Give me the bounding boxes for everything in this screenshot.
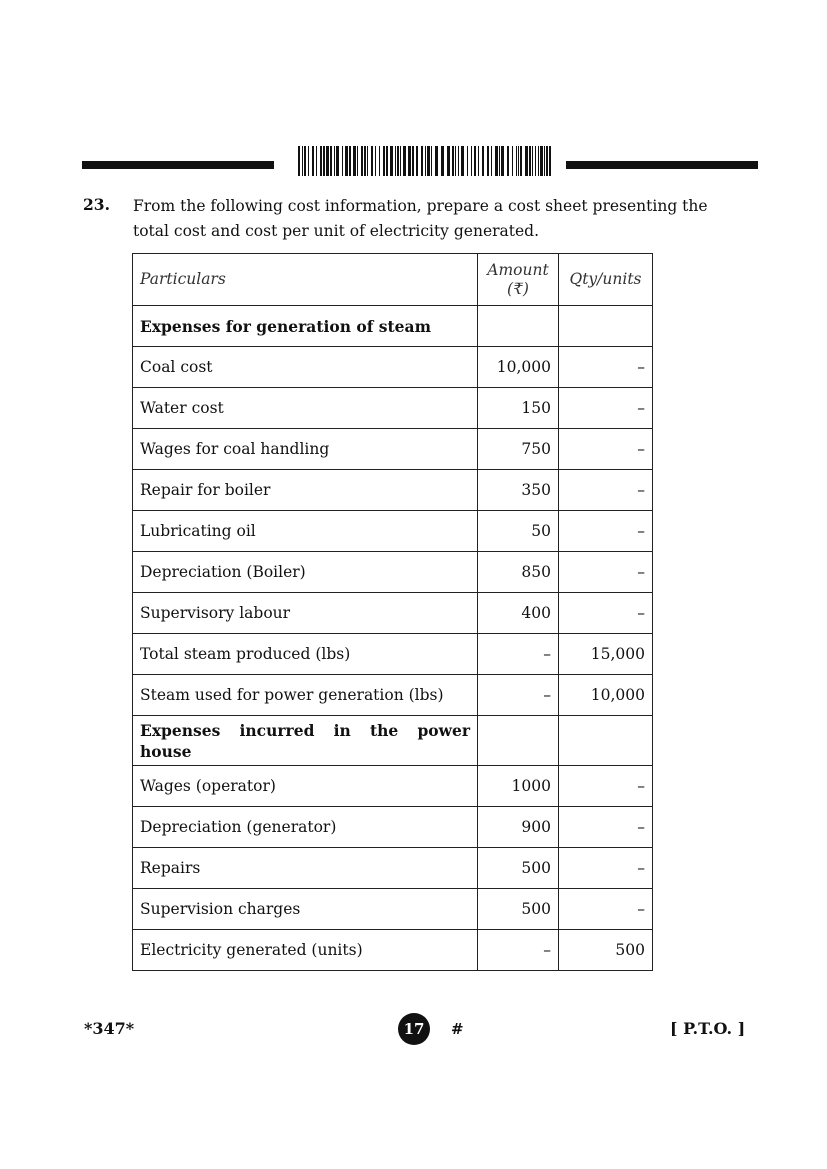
row-particular: Wages (operator) (133, 766, 478, 807)
barcode-bar (478, 146, 479, 176)
barcode-bar (383, 146, 385, 176)
barcode-bar (427, 146, 430, 176)
table-row (133, 807, 653, 848)
row-amount: – (478, 930, 559, 971)
row-particular: Total steam produced (lbs) (133, 634, 478, 675)
barcode-bar (349, 146, 351, 176)
barcode-bar (357, 146, 358, 176)
row-qty: – (559, 889, 653, 930)
row-qty: – (559, 470, 653, 511)
barcode-bar (425, 146, 426, 176)
question-text: From the following cost information, prepare a cost sheet presenting the total cost and cost per unit of electricity generated. (133, 197, 708, 240)
row-qty: – (559, 429, 653, 470)
row-qty: – (559, 511, 653, 552)
row-amount: 900 (478, 807, 559, 848)
barcode-bar (320, 146, 322, 176)
row-amount: 750 (478, 429, 559, 470)
barcode-bar (323, 146, 325, 176)
barcode-bar (316, 146, 317, 176)
pto-label: [ P.T.O. ] (670, 1019, 746, 1038)
barcode-bar (408, 146, 411, 176)
row-amount (478, 716, 559, 766)
barcode-bar (532, 146, 533, 176)
header-rule-left (82, 161, 274, 169)
row-particular: Supervisory labour (133, 593, 478, 634)
barcode-bar (520, 146, 522, 176)
row-amount: – (478, 675, 559, 716)
barcode-bar (367, 146, 368, 176)
table-row-section (133, 306, 653, 347)
barcode-bar (390, 146, 393, 176)
table-row (133, 552, 653, 593)
row-amount: 10,000 (478, 347, 559, 388)
barcode-bar (495, 146, 498, 176)
table-header-row (133, 254, 653, 306)
row-particular: Steam used for power generation (lbs) (133, 675, 478, 716)
barcode-bar (471, 146, 472, 176)
barcode-image (298, 146, 554, 176)
barcode-bar (549, 146, 551, 176)
barcode-bar (371, 146, 373, 176)
barcode-bar (491, 146, 492, 176)
barcode-bar (361, 146, 363, 176)
barcode-bar (336, 146, 339, 176)
barcode-bar (540, 146, 543, 176)
barcode-bar (400, 146, 401, 176)
barcode-bar (308, 146, 309, 176)
barcode-bar (458, 146, 459, 176)
barcode-bar (403, 146, 406, 176)
row-qty: – (559, 347, 653, 388)
row-amount: 400 (478, 593, 559, 634)
table-row (133, 511, 653, 552)
barcode-bar (435, 146, 438, 176)
barcode-bar (342, 146, 343, 176)
barcode-bar (482, 146, 484, 176)
barcode-bar (516, 146, 517, 176)
row-amount: – (478, 634, 559, 675)
barcode-bar (397, 146, 399, 176)
header-amount-unit: (₹) (507, 279, 529, 298)
row-qty: 15,000 (559, 634, 653, 675)
table-row (133, 848, 653, 889)
barcode-bar (395, 146, 396, 176)
barcode-bar (512, 146, 513, 176)
barcode-bar (375, 146, 376, 176)
header-rule-right (566, 161, 758, 169)
barcode-bar (412, 146, 414, 176)
barcode-bar (416, 146, 418, 176)
row-particular: Repairs (133, 848, 478, 889)
row-amount: 850 (478, 552, 559, 593)
row-amount (478, 306, 559, 347)
barcode-bar (334, 146, 335, 176)
row-qty (559, 306, 653, 347)
barcode-bar (421, 146, 423, 176)
barcode-bar (525, 146, 528, 176)
page-number-badge: 17 (398, 1013, 430, 1045)
barcode-bar (467, 146, 468, 176)
row-amount: 500 (478, 848, 559, 889)
table-row (133, 388, 653, 429)
barcode-bar (353, 146, 356, 176)
barcode-bar (501, 146, 504, 176)
row-qty: 10,000 (559, 675, 653, 716)
barcode-bar (452, 146, 454, 176)
barcode-bar (386, 146, 388, 176)
row-qty: – (559, 848, 653, 889)
table-row (133, 593, 653, 634)
table-row-section (133, 716, 653, 766)
table-row (133, 429, 653, 470)
row-particular: Expenses for generation of steam (133, 306, 478, 347)
table-row (133, 347, 653, 388)
row-particular: Water cost (133, 388, 478, 429)
row-qty: – (559, 388, 653, 429)
barcode-bar (326, 146, 329, 176)
table-row (133, 889, 653, 930)
row-amount: 350 (478, 470, 559, 511)
table-row (133, 634, 653, 675)
row-particular: Lubricating oil (133, 511, 478, 552)
barcode-bar (330, 146, 332, 176)
barcode-bar (431, 146, 432, 176)
table-row (133, 675, 653, 716)
barcode-bar (345, 146, 348, 176)
row-amount: 1000 (478, 766, 559, 807)
header-qty: Qty/units (559, 254, 653, 306)
barcode-bar (529, 146, 531, 176)
barcode-bar (298, 146, 300, 176)
row-qty: – (559, 552, 653, 593)
barcode-bar (474, 146, 476, 176)
table-row (133, 766, 653, 807)
header-amount-label: Amount (487, 260, 549, 279)
barcode-bar (544, 146, 545, 176)
table-row (133, 470, 653, 511)
paper-code: *347* (84, 1019, 135, 1038)
row-qty: – (559, 593, 653, 634)
hash-mark: # (451, 1020, 464, 1038)
barcode-bar (499, 146, 500, 176)
header-amount (478, 254, 559, 306)
barcode-bar (441, 146, 444, 176)
barcode-bar (447, 146, 450, 176)
row-particular: Wages for coal handling (133, 429, 478, 470)
barcode-bar (507, 146, 509, 176)
barcode-bar (302, 146, 303, 176)
barcode-bar (461, 146, 464, 176)
row-amount: 500 (478, 889, 559, 930)
row-particular: Expenses incurred in the power house (133, 716, 478, 766)
row-particular: Electricity generated (units) (133, 930, 478, 971)
row-qty: – (559, 807, 653, 848)
barcode-bar (312, 146, 314, 176)
row-particular: Repair for boiler (133, 470, 478, 511)
barcode-bar (455, 146, 456, 176)
row-qty (559, 716, 653, 766)
question-number: 23. (83, 195, 110, 214)
barcode-bar (518, 146, 519, 176)
row-qty: – (559, 766, 653, 807)
row-amount: 50 (478, 511, 559, 552)
barcode-bar (304, 146, 306, 176)
barcode-bar (487, 146, 489, 176)
row-qty: 500 (559, 930, 653, 971)
barcode-bar (535, 146, 536, 176)
row-particular: Coal cost (133, 347, 478, 388)
table-row (133, 930, 653, 971)
row-amount: 150 (478, 388, 559, 429)
row-particular: Supervision charges (133, 889, 478, 930)
barcode-bar (546, 146, 548, 176)
barcode-bar (379, 146, 380, 176)
barcode-bar (364, 146, 366, 176)
row-particular: Depreciation (Boiler) (133, 552, 478, 593)
header-particulars: Particulars (133, 254, 478, 306)
row-particular: Depreciation (generator) (133, 807, 478, 848)
barcode-bar (538, 146, 539, 176)
cost-table (132, 253, 653, 971)
